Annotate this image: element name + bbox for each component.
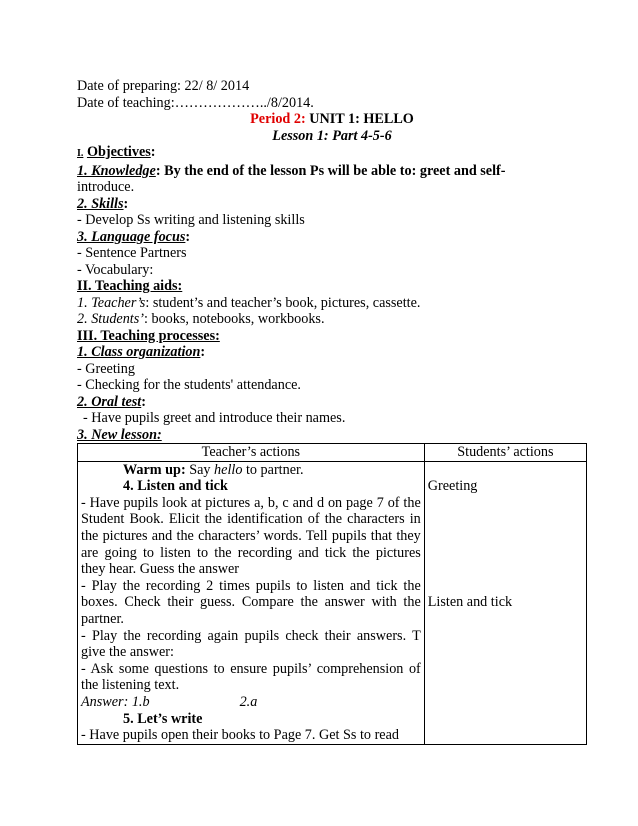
- teacher-step-1: - Have pupils look at pictures a, b, c and d on page 7 of the Student Book. Elicit the identification of the characters in the pictures and the characters’ words. Tell pupils that they are going to listen to the recording and tick the pictures they hear. Guess the answer: [81, 494, 421, 578]
- actions-table: [77, 443, 587, 745]
- period-label: Period 2:: [250, 111, 306, 127]
- objectives-colon: :: [150, 144, 156, 160]
- aids-students: [77, 311, 587, 328]
- skills-colon: :: [123, 195, 129, 212]
- skills-heading: [77, 196, 587, 213]
- spacer-2: [428, 495, 583, 595]
- lesson-plan: [77, 78, 587, 745]
- skills-text: - Develop Ss writing and listening skills: [77, 212, 305, 228]
- objectives-heading: [77, 144, 587, 163]
- teacher-step-3: - Play the recording again pupils check their answers. T give the answer:: [81, 627, 421, 661]
- table-header-row: [78, 444, 587, 462]
- warmup-rest: to partner.: [242, 461, 304, 478]
- period-heading: [77, 111, 587, 128]
- warmup-say: Say: [185, 461, 215, 478]
- language-label: 3. Language focus: [77, 228, 186, 245]
- oral-heading: [77, 394, 587, 411]
- knowledge-text-2: introduce.: [77, 179, 135, 195]
- teacher-step-5: - Have pupils open their books to Page 7. Get Ss to read: [81, 727, 399, 744]
- date-teaching: Date of teaching:………………../8/2014.: [77, 94, 314, 111]
- objectives-number: I.: [77, 148, 84, 159]
- spacer: [428, 462, 583, 479]
- oral-colon: :: [141, 393, 146, 410]
- aids-students-text: : books, notebooks, workbooks.: [144, 311, 325, 327]
- aids-teacher-text: : student’s and teacher’s book, pictures, cassette.: [145, 294, 421, 311]
- oral-text: - Have pupils greet and introduce their names.: [83, 410, 346, 426]
- teacher-step-2: - Play the recording 2 times pupils to listen and tick the boxes. Check their guess. Compare the answer with the partner.: [81, 577, 421, 627]
- language-heading: [77, 229, 587, 246]
- teacher-step-4: - Ask some questions to ensure pupils’ comprehension of the listening text.: [81, 660, 421, 694]
- class-item-1: - Greeting: [77, 360, 135, 377]
- answer-line: [81, 694, 421, 711]
- objectives-title: Objectives: [86, 144, 151, 160]
- col-teacher-header: Teacher’s actions: [78, 444, 425, 462]
- knowledge-text-1: : By the end of the lesson Ps will be able to: greet and self-: [155, 162, 506, 179]
- table-row: [78, 461, 587, 744]
- language-item-1: - Sentence Partners: [77, 245, 187, 261]
- class-item-2: - Checking for the students' attendance.: [77, 377, 301, 393]
- aids-teacher: [77, 295, 587, 312]
- aids-students-label: 2. Students’: [77, 311, 144, 327]
- knowledge-label: 1. Knowledge: [77, 162, 156, 179]
- teacher-actions-cell: [78, 461, 425, 744]
- section-5-title: 5. Let’s write: [123, 710, 203, 727]
- unit-title: UNIT 1: HELLO: [309, 111, 414, 127]
- processes-heading: III. Teaching processes:: [77, 327, 220, 344]
- aids-heading: II. Teaching aids:: [77, 278, 183, 294]
- answer-1: Answer: 1.b: [81, 693, 150, 710]
- col-students-header: Students’ actions: [424, 444, 586, 462]
- knowledge-line: [77, 163, 587, 180]
- warmup-line: [81, 462, 421, 479]
- answer-2: 2.a: [239, 693, 258, 710]
- skills-label: 2. Skills: [77, 195, 124, 212]
- student-greeting: Greeting: [427, 478, 478, 495]
- student-listen-tick: Listen and tick: [427, 594, 513, 611]
- date-preparing: Date of preparing: 22/ 8/ 2014: [77, 78, 250, 94]
- class-org-colon: :: [200, 344, 206, 360]
- language-colon: :: [185, 228, 191, 245]
- language-item-2: - Vocabulary:: [77, 261, 154, 278]
- aids-teacher-label: 1. Teacher’s: [77, 294, 146, 311]
- students-actions-cell: [424, 461, 586, 744]
- class-org-label: 1. Class organization: [77, 344, 201, 360]
- warmup-hello: hello: [214, 461, 243, 478]
- warmup-label: Warm up:: [123, 461, 186, 478]
- oral-label: 2. Oral test: [77, 393, 142, 410]
- class-org-heading: [77, 344, 587, 361]
- new-lesson-heading: 3. New lesson:: [77, 426, 162, 443]
- lesson-title: Lesson 1: Part 4-5-6: [272, 127, 392, 144]
- section-4-title: 4. Listen and tick: [123, 478, 228, 495]
